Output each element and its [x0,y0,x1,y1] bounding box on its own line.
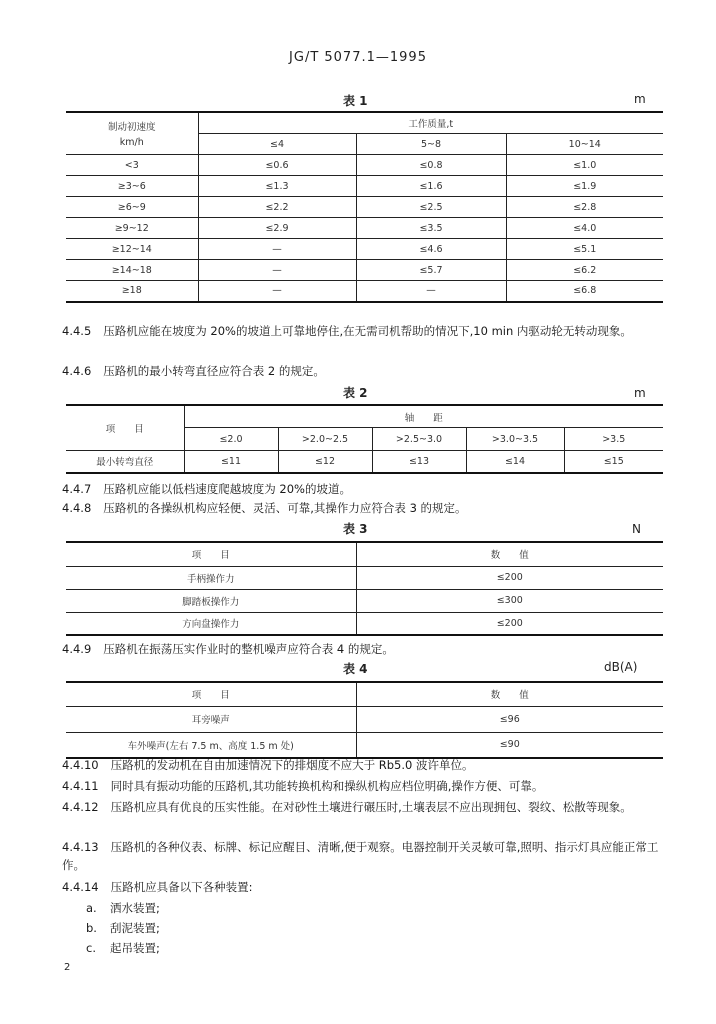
table4-header-row: 项 目 数 值 [66,682,663,706]
table-row: 方向盘操作力 ≤200 [66,612,663,635]
table2-caption: 表 2 [343,386,368,400]
table-row: ≥3~6 ≤1.3 ≤1.6 ≤1.9 [66,176,663,197]
table2-rowhead: 项 目 [66,405,184,451]
table3-unit: N [632,522,641,536]
clause-4-4-11: 4.4.11 同时具有振动功能的压路机,其功能转换机构和操纵机构应档位明确,操作方便、可靠。 [62,779,544,793]
table1-col-header: 10~14 [506,134,663,155]
table-row: 最小转弯直径 ≤11 ≤12 ≤13 ≤14 ≤15 [66,451,663,473]
clause-4-4-14: 4.4.14 压路机应具备以下各种装置: [62,880,253,894]
table-row: 手柄操作力 ≤200 [66,566,663,589]
table4-unit: dB(A) [604,660,638,674]
clause-4-4-13: 4.4.13 压路机的各种仪表、标牌、标记应醒目、清晰,便于观察。电器控制开关灵敏可靠,照明、指示灯具应能正常工作。 [62,840,659,872]
clause-4-4-9: 4.4.9 压路机在振荡压实作业时的整机噪声应符合表 4 的规定。 [62,642,394,656]
table2-col-header: >2.0~2.5 [278,428,372,451]
clause-4-4-5: 4.4.5 压路机应能在坡度为 20%的坡道上可靠地停住,在无需司机帮助的情况下,10 min 内驱动轮无转动现象。 [62,324,632,338]
table-row: ≥14~18 — ≤5.7 ≤6.2 [66,260,663,281]
table-4 [66,681,663,759]
table2-group-header: 轴 距 [184,405,663,428]
table4-caption: 表 4 [343,662,368,676]
table2-col-header: >3.5 [564,428,663,451]
table3-caption: 表 3 [343,522,368,536]
table1-unit: m [634,92,646,106]
document-header: JG/T 5077.1—1995 [289,50,427,65]
table-row: ≥9~12 ≤2.9 ≤3.5 ≤4.0 [66,218,663,239]
list-item: c. 起吊装置; [86,941,160,955]
table2-col-header: >2.5~3.0 [372,428,466,451]
table-row: 脚踏板操作力 ≤300 [66,589,663,612]
table-row: ≥12~14 — ≤4.6 ≤5.1 [66,239,663,260]
table-row: ≥18 — — ≤6.8 [66,281,663,302]
table-1 [66,111,663,303]
table2-col-header: >3.0~3.5 [466,428,564,451]
table-row: 车外噪声(左右 7.5 m、高度 1.5 m 处) ≤90 [66,732,663,758]
clause-4-4-7: 4.4.7 压路机应能以低档速度爬越坡度为 20%的坡道。 [62,482,351,496]
table2-unit: m [634,386,646,400]
table1-col-header: ≤4 [198,134,356,155]
table1-caption: 表 1 [343,94,368,108]
clause-4-4-10: 4.4.10 压路机的发动机在自由加速情况下的排烟度不应大于 Rb5.0 波许单位。 [62,758,474,772]
table-3 [66,541,663,636]
table3-header-row: 项 目 数 值 [66,542,663,566]
table1-rowhead: 制动初速度 km/h [66,112,198,155]
clause-4-4-12: 4.4.12 压路机应具有优良的压实性能。在对砂性土壤进行碾压时,土壤表层不应出现拥包、裂纹、松散等现象。 [62,800,632,814]
list-item: b. 刮泥装置; [86,921,160,935]
table-row: ≥6~9 ≤2.2 ≤2.5 ≤2.8 [66,197,663,218]
table2-col-header: ≤2.0 [184,428,278,451]
list-item: a. 洒水装置; [86,901,160,915]
table-row: <3 ≤0.6 ≤0.8 ≤1.0 [66,155,663,176]
table-row: 耳旁噪声 ≤96 [66,706,663,732]
table1-group-header: 工作质量,t [198,112,663,134]
page-number: 2 [64,962,71,973]
table1-col-header: 5~8 [356,134,506,155]
clause-4-4-6: 4.4.6 压路机的最小转弯直径应符合表 2 的规定。 [62,364,325,378]
table-2 [66,404,663,474]
clause-4-4-8: 4.4.8 压路机的各操纵机构应轻便、灵活、可靠,其操作力应符合表 3 的规定。 [62,501,467,515]
